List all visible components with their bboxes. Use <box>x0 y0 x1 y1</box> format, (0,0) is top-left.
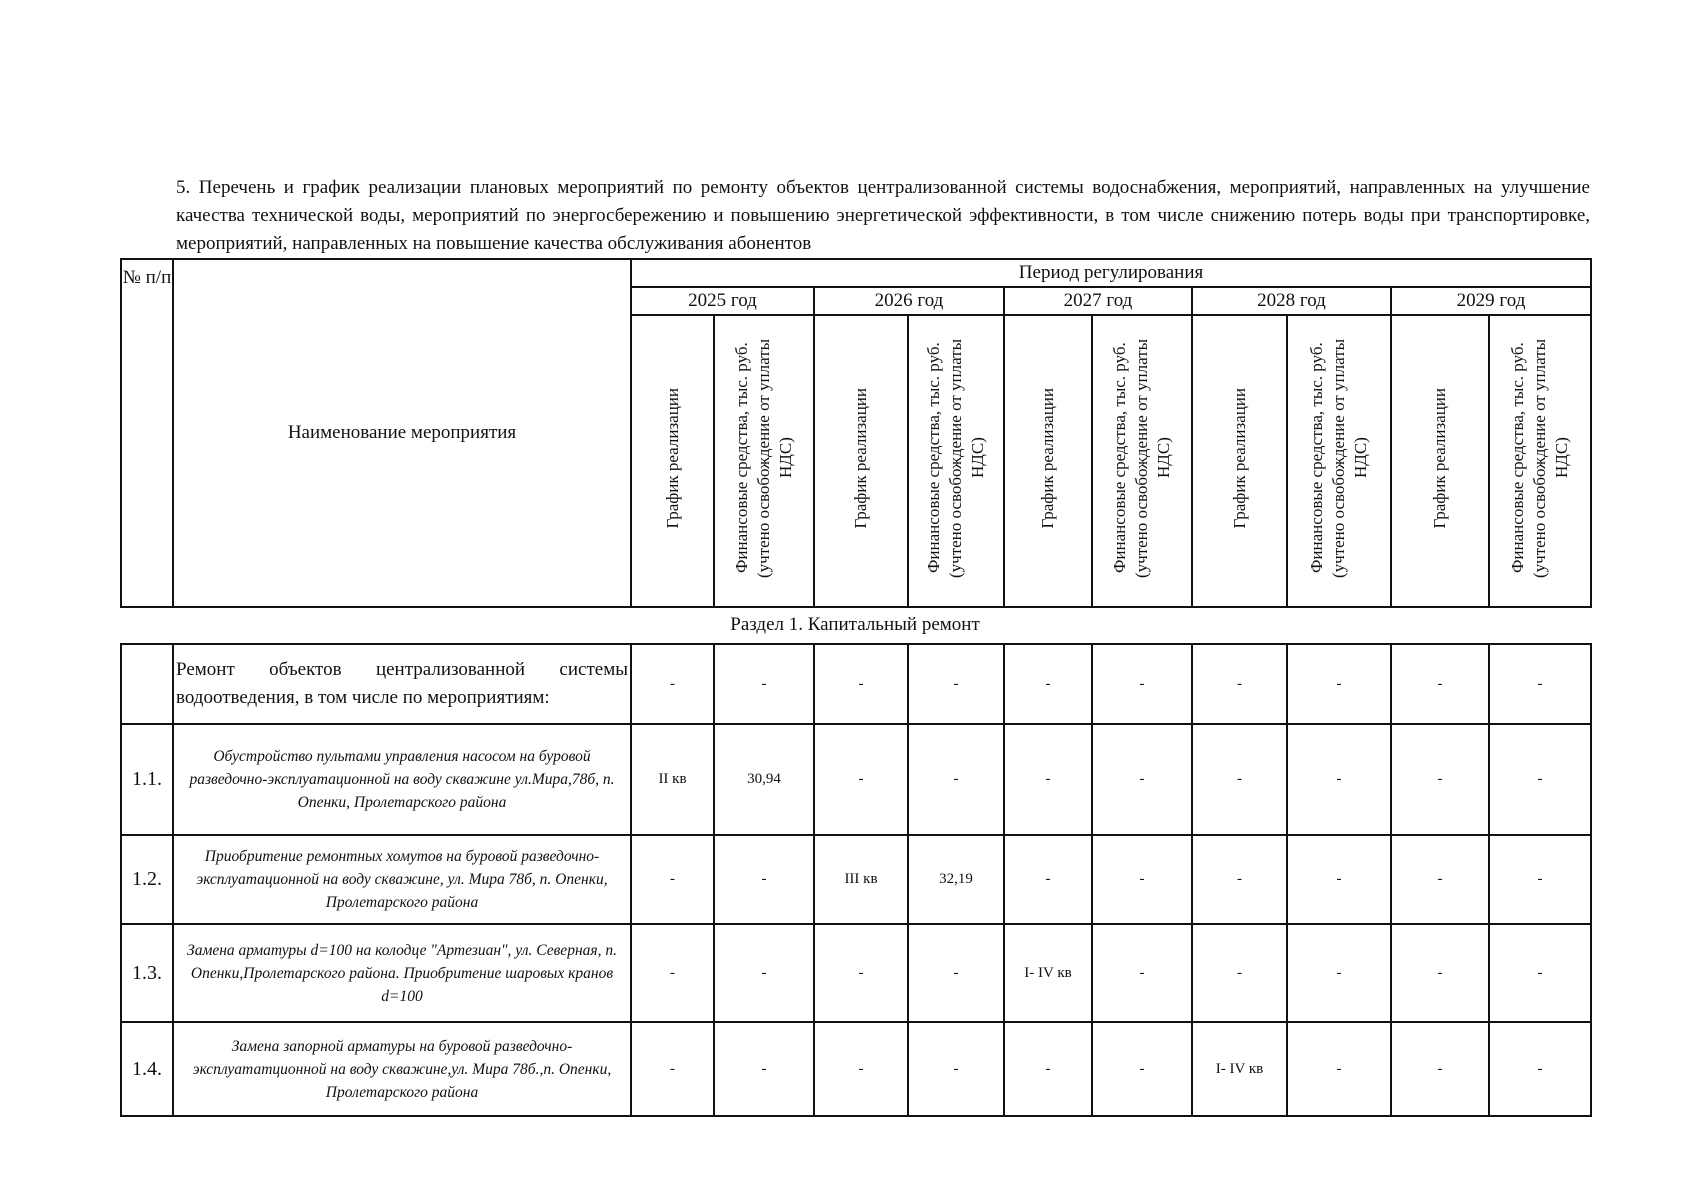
activity-name: Приобритение ремонтных хомутов на буровой разведочно- эксплуатационной на воду скважине, ул. Мира 78б, п. Опенки, Пролетарского района <box>173 835 631 924</box>
schedule-cell: - <box>1004 644 1092 724</box>
section-title: Раздел 1. Капитальный ремонт <box>730 614 980 635</box>
schedule-cell: - <box>1004 1022 1092 1116</box>
schedule-cell: - <box>814 644 908 724</box>
num-header: № п/п <box>121 259 173 607</box>
finance-cell: - <box>714 835 814 924</box>
schedule-header-2025: График реализации <box>631 315 714 607</box>
schedule-cell: - <box>1391 724 1489 835</box>
schedule-cell: - <box>814 724 908 835</box>
schedule-cell: - <box>631 644 714 724</box>
row-number: 1.3. <box>121 924 173 1022</box>
finance-cell: - <box>1489 835 1591 924</box>
schedule-cell: - <box>631 1022 714 1116</box>
row-number <box>121 644 173 724</box>
finance-header-2027: Финансовые средства, тыс. руб. (учтено освобождение от уплаты НДС) <box>1092 315 1192 607</box>
finance-cell: 30,94 <box>714 724 814 835</box>
schedule-cell: - <box>1192 724 1287 835</box>
table-row <box>121 644 1591 724</box>
finance-cell: - <box>1489 924 1591 1022</box>
finance-cell: - <box>1287 835 1391 924</box>
schedule-cell: II кв <box>631 724 714 835</box>
schedule-cell: - <box>1391 1022 1489 1116</box>
schedule-cell: I- IV кв <box>1004 924 1092 1022</box>
schedule-header-2028: График реализации <box>1192 315 1287 607</box>
schedule-cell: - <box>1004 835 1092 924</box>
header-table <box>120 258 1592 608</box>
activity-name: Замена запорной арматуры на буровой разведочно-эксплуататционной на воду скважине,ул. Мира 78б.,п. Опенки, Пролетарского района <box>173 1022 631 1116</box>
year-header-2029: 2029 год <box>1391 287 1591 315</box>
document-title: 5. Перечень и график реализации плановых мероприятий по ремонту объектов централизованной системы водоснабжения, мероприятий, направленных на улучшение качества технической воды, мероприятий по энергосбережению и повышению энергетической эффективности, в том числе снижению потерь воды при транспортировке, мероприятий, направленных на повышение качества обслуживания абонентов <box>176 177 1590 254</box>
finance-cell: - <box>908 1022 1004 1116</box>
schedule-cell: - <box>1192 644 1287 724</box>
finance-cell: 32,19 <box>908 835 1004 924</box>
schedule-header-2029: График реализации <box>1391 315 1489 607</box>
activity-name: Обустройство пультами управления насосом на буровой разведочно-эксплуатационной на воду скважине ул.Мира,78б, п. Опенки, Пролетарского района <box>173 724 631 835</box>
row-number: 1.1. <box>121 724 173 835</box>
schedule-cell: - <box>631 835 714 924</box>
schedule-cell: - <box>631 924 714 1022</box>
year-header-2026: 2026 год <box>814 287 1004 315</box>
row-number: 1.2. <box>121 835 173 924</box>
finance-cell: - <box>908 644 1004 724</box>
finance-header-2028: Финансовые средства, тыс. руб. (учтено освобождение от уплаты НДС) <box>1287 315 1391 607</box>
finance-cell: - <box>1287 644 1391 724</box>
schedule-cell: - <box>814 924 908 1022</box>
schedule-cell: III кв <box>814 835 908 924</box>
finance-cell: - <box>714 1022 814 1116</box>
activity-name: Ремонт объектов централизованной системы водоотведения, в том числе по мероприятиям: <box>173 644 631 724</box>
finance-cell: - <box>1092 644 1192 724</box>
schedule-cell: - <box>1391 924 1489 1022</box>
activity-name: Замена арматуры d=100 на колодце "Артезиан", ул. Северная, п. Опенки,Пролетарского района. Приобритение шаровых кранов d=100 <box>173 924 631 1022</box>
schedule-header-2026: График реализации <box>814 315 908 607</box>
finance-cell: - <box>1489 724 1591 835</box>
schedule-cell: - <box>1192 924 1287 1022</box>
finance-cell: - <box>1092 1022 1192 1116</box>
finance-cell: - <box>1489 1022 1591 1116</box>
finance-cell: - <box>1092 835 1192 924</box>
year-header-2025: 2025 год <box>631 287 814 315</box>
finance-cell: - <box>1287 924 1391 1022</box>
year-header-2027: 2027 год <box>1004 287 1192 315</box>
finance-cell: - <box>714 924 814 1022</box>
schedule-cell: - <box>814 1022 908 1116</box>
finance-header-2029: Финансовые средства, тыс. руб. (учтено освобождение от уплаты НДС) <box>1489 315 1591 607</box>
year-header-2028: 2028 год <box>1192 287 1391 315</box>
finance-header-2026: Финансовые средства, тыс. руб. (учтено освобождение от уплаты НДС) <box>908 315 1004 607</box>
finance-cell: - <box>908 924 1004 1022</box>
finance-header-2025: Финансовые средства, тыс. руб. (учтено освобождение от уплаты НДС) <box>714 315 814 607</box>
table-row <box>121 835 1591 924</box>
row-number: 1.4. <box>121 1022 173 1116</box>
finance-cell: - <box>1092 724 1192 835</box>
schedule-cell: - <box>1192 835 1287 924</box>
table-row <box>121 724 1591 835</box>
finance-cell: - <box>908 724 1004 835</box>
finance-cell: - <box>714 644 814 724</box>
activities-table <box>120 643 1592 1117</box>
period-header: Период регулирования <box>631 259 1591 287</box>
finance-cell: - <box>1092 924 1192 1022</box>
finance-cell: - <box>1287 724 1391 835</box>
finance-cell: - <box>1489 644 1591 724</box>
schedule-cell: I- IV кв <box>1192 1022 1287 1116</box>
schedule-cell: - <box>1391 835 1489 924</box>
schedule-header-2027: График реализации <box>1004 315 1092 607</box>
name-header: Наименование мероприятия <box>173 259 631 607</box>
finance-cell: - <box>1287 1022 1391 1116</box>
table-row <box>121 924 1591 1022</box>
table-row <box>121 1022 1591 1116</box>
schedule-cell: - <box>1004 724 1092 835</box>
schedule-cell: - <box>1391 644 1489 724</box>
